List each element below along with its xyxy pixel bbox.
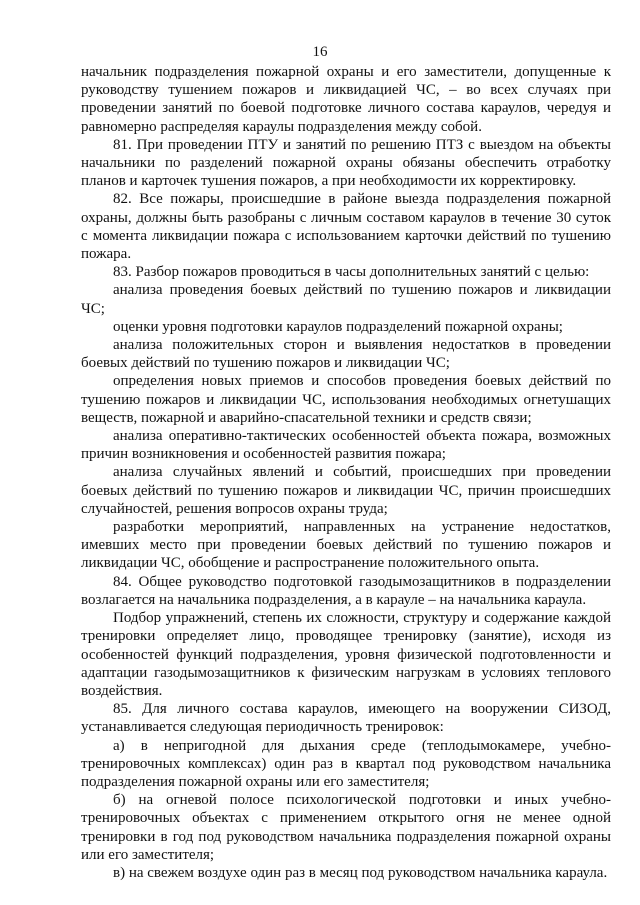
page-number: 16 [312,44,328,60]
paragraph-83-item-3: анализа положительных сторон и выявления недостатков в проведении боевых действий по тушению пожаров и ликвидации ЧС; [81,337,611,372]
paragraph-85-item-b: б) на огневой полосе психологической подготовки и иных учебно-тренировочных объектах с применением открытого огня не менее одной тренировки в год под руководством начальника подразделения пожарной охраны или его заместителя; [81,792,611,863]
paragraph-84-training: Подбор упражнений, степень их сложности, структуру и содержание каждой тренировки определяет лицо, проводящее тренировку (занятие), исходя из особенностей функций подразделения, уровня физической подготовленности и адаптации газодымозащитников к физическим нагрузкам в условиях теплового воздействия. [81,610,611,699]
paragraph-83-item-4: определения новых приемов и способов проведения боевых действий по тушению пожаров и ликвидации ЧС, использования необходимых огнетушащих веществ, пожарной и аварийно-спасательной техники и средств связи; [81,373,611,426]
paragraph-82: 82. Все пожары, происшедшие в районе выезда подразделения пожарной охраны, должны быть разобраны с личным составом караулов в течение 30 суток с момента ликвидации пожара с использованием карточки действий по тушению пожара. [81,191,611,263]
paragraph-83-item-1: анализа проведения боевых действий по тушению пожаров и ликвидации ЧС; [81,282,611,317]
paragraph-83-item-2: оценки уровня подготовки караулов подразделений пожарной охраны; [113,318,563,335]
paragraph-81: 81. При проведении ПТУ и занятий по решению ПТЗ с выездом на объекты начальники по разделений пожарной охраны обязаны обеспечить отработку планов и карточек тушения пожаров, а при необходимости их корректировку. [81,136,611,190]
paragraph-continuation: начальник подразделения пожарной охраны и его заместители, допущенные к руководству тушением пожаров и ликвидацией ЧС, – во всех случаях при проведении занятий по боевой подготовке личного состава караулов, чередуя и равномерно распределяя караулы подразделения между собой. [81,64,611,135]
paragraph-85-item-v: в) на свежем воздухе один раз в месяц под руководством начальника караула. [113,864,608,881]
paragraph-83-item-7: разработки мероприятий, направленных на устранение недостатков, имевших место при проведении боевых действий по тушению пожаров и ликвидации ЧС, обобщение и распространение положительного опыта. [81,519,611,572]
page-body [81,63,611,882]
paragraph-84: 84. Общее руководство подготовкой газодымозащитников в подразделении возлагается на начальника подразделения, а в карауле – на начальника караула. [81,573,611,608]
paragraph-83-item-5: анализа оперативно-тактических особенностей объекта пожара, возможных причин возникновения и особенностей развития пожара; [81,428,611,463]
paragraph-83: 83. Разбор пожаров проводиться в часы дополнительных занятий с целью: [113,264,590,281]
paragraph-83-item-6: анализа случайных явлений и событий, происшедших при проведении боевых действий по тушению пожаров и ликвидации ЧС, причин происшедших случайностей, решения вопросов охраны труда; [81,464,611,517]
paragraph-85-item-a: а) в непригодной для дыхания среде (теплодымокамере, учебно-тренировочных комплексах) один раз в квартал под руководством начальника подразделения пожарной охраны или его заместителя; [81,737,611,790]
paragraph-85: 85. Для личного состава караулов, имеющего на вооружении СИЗОД, устанавливается следующая периодичность тренировок: [81,701,611,736]
